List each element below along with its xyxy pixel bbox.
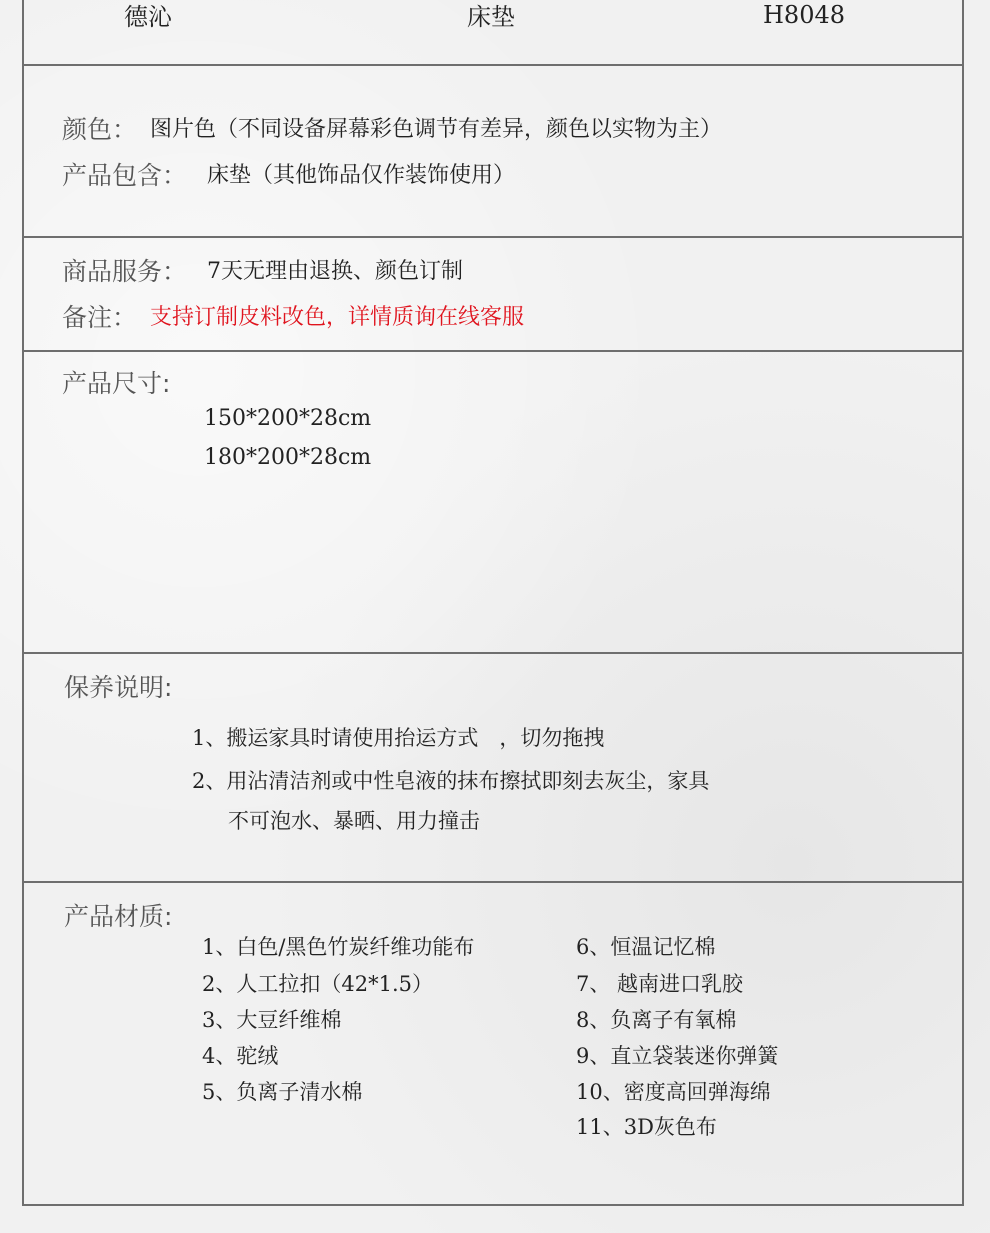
divider	[22, 652, 964, 654]
brand-name: 德沁	[124, 3, 172, 31]
service-label: 商品服务：	[62, 257, 188, 286]
product-name: 床垫	[467, 3, 515, 31]
remark-value: 支持订制皮料改色，详情质询在线客服	[150, 305, 525, 330]
remark-label: 备注：	[62, 303, 138, 332]
size-item: 150*200*28cm	[204, 406, 372, 431]
material-item: 1、白色/黑色竹炭纤维功能布	[202, 935, 475, 959]
material-item: 2、人工拉扣（42*1.5）	[202, 972, 433, 996]
package-label: 产品包含：	[62, 161, 188, 190]
care-label: 保养说明:	[64, 673, 173, 702]
care-item: 不可泡水、暴晒、用力撞击	[228, 809, 480, 833]
size-label: 产品尺寸:	[62, 369, 171, 398]
size-item: 180*200*28cm	[204, 445, 372, 470]
divider	[22, 64, 964, 66]
material-label: 产品材质:	[64, 902, 173, 931]
color-value: 图片色（不同设备屏幕彩色调节有差异，颜色以实物为主）	[150, 117, 723, 142]
material-item: 8、负离子有氧棉	[576, 1008, 737, 1032]
material-item: 5、负离子清水棉	[202, 1080, 363, 1104]
care-item: 2、用沾清洁剂或中性皂液的抹布擦拭即刻去灰尘，家具	[192, 769, 710, 793]
material-item: 10、密度高回弹海绵	[576, 1080, 771, 1104]
material-item: 7、 越南进口乳胶	[576, 972, 744, 996]
service-value: 7天无理由退换、颜色订制	[207, 259, 463, 284]
divider	[22, 881, 964, 883]
divider	[22, 236, 964, 238]
model-number: H8048	[763, 1, 846, 29]
care-item: 1、搬运家具时请使用抬运方式 ，切勿拖拽	[192, 726, 605, 750]
divider	[22, 350, 964, 352]
material-item: 6、恒温记忆棉	[576, 935, 716, 959]
color-label: 颜色：	[62, 115, 138, 144]
package-value: 床垫（其他饰品仅作装饰使用）	[207, 163, 516, 188]
material-item: 11、3D灰色布	[576, 1115, 717, 1139]
material-item: 3、大豆纤维棉	[202, 1008, 342, 1032]
material-item: 4、驼绒	[202, 1044, 279, 1068]
material-item: 9、直立袋装迷你弹簧	[576, 1044, 779, 1068]
